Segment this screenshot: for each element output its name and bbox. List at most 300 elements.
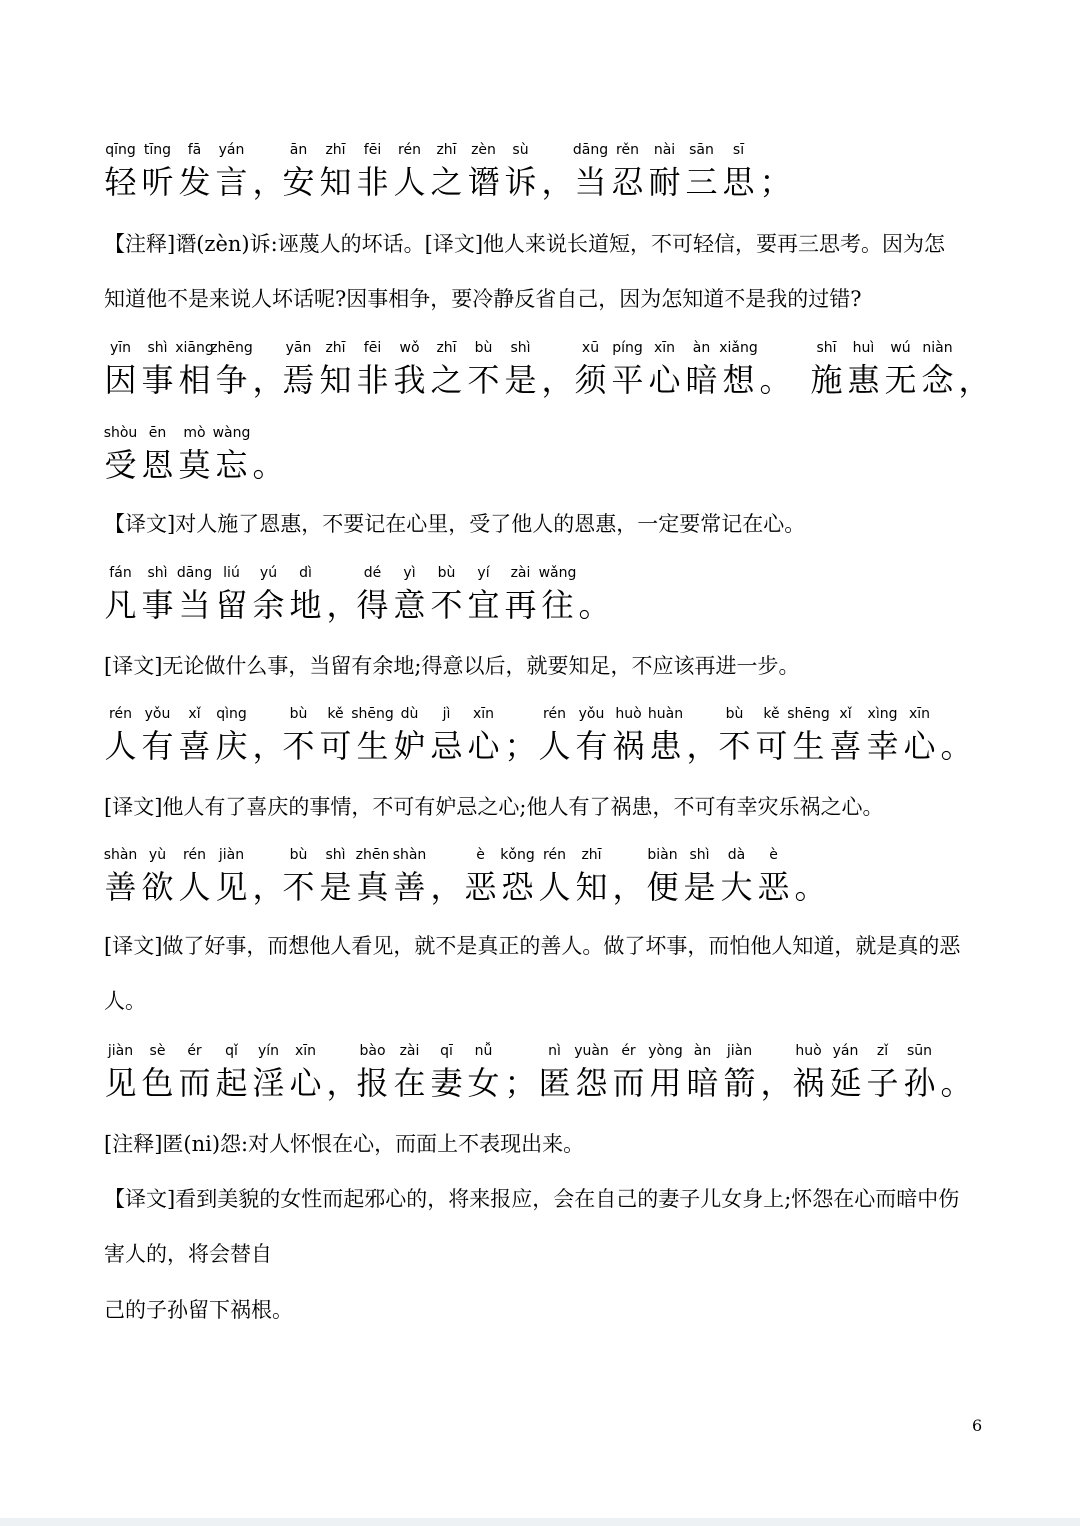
ruby-char [610,706,647,792]
ruby-char [210,340,253,426]
ruby-char [176,340,213,426]
pinyin: sù [512,142,529,158]
ruby-char [684,1043,721,1129]
hanzi: 。 [794,868,827,906]
ruby-char [317,706,354,792]
pinyin: zǐ [876,1043,889,1059]
hanzi: 是 [504,361,537,399]
hanzi: 庆 [215,727,248,765]
hanzi: 。 [940,1064,973,1102]
hanzi: 人 [178,868,211,906]
hanzi: ； [504,727,537,765]
verse-line [0,706,1080,792]
hanzi: 忘 [215,446,248,484]
hanzi: ， [252,361,285,399]
pinyin: kě [763,706,780,722]
note-line: 【译文]看到美貌的女性而起邪心的，将来报应，会在自己的妻子儿女身上;怀怨在心而暗中伤 [104,1187,960,1211]
ruby-char [683,142,720,228]
hanzi: 祸 [792,1064,825,1102]
pinyin: ér [621,1043,636,1059]
hanzi: 孙 [903,1064,936,1102]
verse-line [0,1043,1080,1129]
pinyin: yīn [109,340,132,356]
note-line: 知道他不是来说人坏话呢?因事相争，要冷静反省自己，因为怎知道不是我的过错? [104,287,862,311]
ruby-char [610,847,647,933]
note-line: 【注释]谮(zèn)诉:诬蔑人的坏话。[译文]他人来说长道短，不可轻信，要再三思考。因为怎 [104,232,946,256]
hanzi: 人 [538,727,571,765]
ruby-char [536,847,573,933]
hanzi: 而 [178,1064,211,1102]
hanzi: 善 [104,868,137,906]
pinyin: nǚ [474,1043,493,1059]
hanzi: 莫 [178,446,211,484]
bottom-strip [0,1518,1080,1526]
verse-segment [354,1043,539,1129]
verse-line [0,142,1080,228]
hanzi: 便 [646,868,679,906]
pinyin: zhēn [355,847,390,863]
ruby-char [647,1043,684,1129]
pinyin: yuàn [574,1043,609,1059]
ruby-char [139,706,176,792]
hanzi: 听 [141,163,174,201]
hanzi: 言 [215,163,248,201]
verse-segment [102,706,287,792]
ruby-char [280,142,317,228]
hanzi: 恶 [757,868,790,906]
hanzi: 不 [718,727,751,765]
pinyin: shì [147,340,168,356]
pinyin: fēi [363,142,382,158]
pinyin: jì [442,706,451,722]
verse-segment [280,706,539,792]
verse-segment [102,425,287,511]
pinyin: zhī [436,142,457,158]
pinyin: dāng [176,565,213,581]
hanzi: 忍 [611,163,644,201]
pinyin: yòng [648,1043,683,1059]
hanzi: 忌 [430,727,463,765]
hanzi: 得 [356,586,389,624]
verse-line [0,565,1080,651]
hanzi: ， [326,586,359,624]
ruby-char [787,706,830,792]
ruby-char [280,847,317,933]
page-number: 6 [972,1416,983,1435]
verse-segment [280,847,465,933]
pinyin: zhī [581,847,602,863]
ruby-char [287,1043,324,1129]
ruby-char [681,847,718,933]
note-line: 害人的，将会替自 [104,1242,272,1266]
note-line: [译文]他人有了喜庆的事情，不可有妒忌之心;他人有了祸患，不可有幸灾乐祸之心。 [104,795,884,819]
pinyin: shēng [351,706,394,722]
hanzi: ， [541,163,574,201]
ruby-char [428,565,465,651]
ruby-char [287,565,324,651]
hanzi: 三 [685,163,718,201]
pinyin: wàng [212,425,251,441]
pinyin: yán [218,142,245,158]
hanzi: 人 [104,727,137,765]
ruby-char [938,1043,975,1129]
note-line: [译文]做了好事，而想他人看见，就不是真正的善人。做了坏事，而怕他人知道，就是真的恶 [104,934,961,958]
ruby-char [139,425,176,511]
ruby-char [572,340,609,426]
pinyin: rén [398,142,421,158]
pinyin: yù [148,847,167,863]
hanzi: 。 [578,586,611,624]
pinyin: bù [725,706,744,722]
pinyin: fā [187,142,202,158]
ruby-char [792,847,829,933]
hanzi: 知 [575,868,608,906]
pinyin: fēi [363,340,382,356]
pinyin: dà [727,847,746,863]
pinyin: qī [440,1043,453,1059]
ruby-char [646,340,683,426]
hanzi: ， [760,1064,793,1102]
pinyin: wú [890,340,911,356]
verse-segment [102,142,287,228]
verse-segment [536,706,721,792]
ruby-char [176,706,213,792]
pinyin: bù [289,706,308,722]
ruby-char [901,706,938,792]
verse-segment [280,340,576,426]
hanzi: ， [612,868,645,906]
hanzi: 妻 [430,1064,463,1102]
ruby-char [102,425,139,511]
hanzi: 见 [215,868,248,906]
ruby-char [609,142,646,228]
pinyin: rén [183,847,206,863]
hanzi: 延 [829,1064,862,1102]
hanzi: 凡 [104,586,137,624]
ruby-char [102,706,139,792]
hanzi: 可 [755,727,788,765]
hanzi: 诉 [504,163,537,201]
hanzi: 见 [104,1064,137,1102]
hanzi: 耐 [648,163,681,201]
verse-segment [572,340,794,426]
ruby-char [576,565,613,651]
hanzi: 事 [141,361,174,399]
ruby-char [317,142,354,228]
ruby-char [539,565,576,651]
ruby-char [644,847,681,933]
ruby-char [139,565,176,651]
hanzi: ， [541,361,574,399]
hanzi: 再 [504,586,537,624]
ruby-char [465,706,502,792]
pinyin: zèn [471,142,496,158]
verse-segment [716,706,975,792]
hanzi: 起 [215,1064,248,1102]
hanzi: 想 [722,361,755,399]
ruby-char [391,340,428,426]
ruby-char [213,565,250,651]
ruby-char [536,706,573,792]
pinyin: zài [510,565,531,581]
pinyin: zhī [325,142,346,158]
pinyin: rén [543,847,566,863]
ruby-char [391,1043,428,1129]
hanzi: 幸 [866,727,899,765]
ruby-char [919,340,956,426]
hanzi: 患 [649,727,682,765]
pinyin: zhī [325,340,346,356]
ruby-char [213,847,250,933]
ruby-char [465,1043,502,1129]
hanzi: 思 [722,163,755,201]
ruby-char [573,847,610,933]
hanzi: 妒 [393,727,426,765]
hanzi: 心 [467,727,500,765]
ruby-char [176,1043,213,1129]
ruby-char [502,1043,539,1129]
hanzi: ， [252,727,285,765]
pinyin: fán [109,565,132,581]
hanzi: 不 [430,586,463,624]
ruby-char [502,565,539,651]
hanzi: 事 [141,586,174,624]
hanzi: ， [430,868,463,906]
ruby-char [354,847,391,933]
ruby-char [139,1043,176,1129]
ruby-char [102,565,139,651]
pinyin: è [769,847,778,863]
pinyin: xīn [294,1043,317,1059]
hanzi: 非 [356,361,389,399]
hanzi: 生 [792,727,825,765]
hanzi: 心 [289,1064,322,1102]
hanzi: 生 [356,727,389,765]
pinyin: shàn [392,847,427,863]
hanzi: 轻 [104,163,137,201]
hanzi: 有 [141,727,174,765]
hanzi: 心 [648,361,681,399]
ruby-char [317,847,354,933]
pinyin: rěn [616,142,639,158]
ruby-char [573,1043,610,1129]
ruby-char [213,425,250,511]
hanzi: 可 [319,727,352,765]
hanzi: 祸 [612,727,645,765]
ruby-char [102,1043,139,1129]
hanzi: 不 [282,727,315,765]
ruby-char [102,847,139,933]
hanzi: 我 [393,361,426,399]
pinyin: nài [653,142,676,158]
hanzi: 焉 [282,361,315,399]
ruby-char [864,1043,901,1129]
hanzi: 因 [104,361,137,399]
note-line: 己的子孙留下祸根。 [104,1298,293,1322]
pinyin: zài [399,1043,420,1059]
pinyin: zhēng [210,340,253,356]
pinyin: rén [543,706,566,722]
hanzi: 余 [252,586,285,624]
pinyin: yì [403,565,416,581]
hanzi: 喜 [178,727,211,765]
hanzi: ， [958,361,991,399]
verse-segment [102,847,287,933]
hanzi: ， [252,163,285,201]
ruby-char [213,706,250,792]
pinyin: liú [223,565,240,581]
hanzi: 发 [178,163,211,201]
ruby-char [499,847,536,933]
pinyin: nì [548,1043,561,1059]
hanzi: 非 [356,163,389,201]
ruby-char [502,340,539,426]
note-line: [译文]无论做什么事，当留有余地;得意以后，就要知足，不应该再进一步。 [104,654,800,678]
hanzi: 恶 [464,868,497,906]
ruby-char [351,706,394,792]
hanzi: 争 [215,361,248,399]
pinyin: ān [289,142,308,158]
ruby-char [827,706,864,792]
verse-segment [808,340,993,426]
pinyin: shì [510,340,531,356]
ruby-char [250,1043,287,1129]
hanzi: 怨 [575,1064,608,1102]
pinyin: xǐ [188,706,201,722]
ruby-char [572,142,609,228]
hanzi: 恐 [501,868,534,906]
ruby-char [391,142,428,228]
ruby-char [683,340,720,426]
ruby-char [901,1043,938,1129]
pinyin: yǒu [144,706,171,722]
hanzi: 无 [884,361,917,399]
ruby-char [428,1043,465,1129]
hanzi: 知 [319,163,352,201]
pinyin: yǒu [578,706,605,722]
ruby-char [647,706,684,792]
hanzi: 不 [467,361,500,399]
pinyin: xiāng [175,340,214,356]
hanzi: ， [686,727,719,765]
ruby-char [716,706,753,792]
ruby-char [317,340,354,426]
pinyin: bù [289,847,308,863]
ruby-char [864,706,901,792]
pinyin: wǒ [399,340,420,356]
hanzi: 真 [356,868,389,906]
pinyin: shòu [103,425,138,441]
hanzi: 惠 [847,361,880,399]
ruby-char [139,340,176,426]
pinyin: yín [257,1043,280,1059]
hanzi: 。 [252,446,285,484]
hanzi: ； [504,1064,537,1102]
ruby-char [720,142,757,228]
pinyin: bù [437,565,456,581]
hanzi: 是 [319,868,352,906]
ruby-char [176,847,213,933]
ruby-char [753,706,790,792]
pinyin: niàn [922,340,953,356]
hanzi: 平 [611,361,644,399]
verse-line [0,425,1080,511]
ruby-char [391,847,428,933]
ruby-char [391,706,428,792]
ruby-char [428,340,465,426]
ruby-char [502,142,539,228]
ruby-char [139,142,176,228]
ruby-char [354,1043,391,1129]
ruby-char [845,340,882,426]
hanzi: ； [759,163,792,201]
pinyin: dāng [572,142,609,158]
hanzi: 之 [430,163,463,201]
ruby-char [465,340,502,426]
hanzi: 是 [683,868,716,906]
pinyin: xìng [867,706,898,722]
hanzi: 恩 [141,446,174,484]
pinyin: àn [693,1043,712,1059]
ruby-char [428,847,465,933]
hanzi: 大 [720,868,753,906]
ruby-char [757,142,794,228]
hanzi: 在 [393,1064,426,1102]
hanzi: 善 [393,868,426,906]
hanzi: 。 [940,727,973,765]
pinyin: mò [183,425,206,441]
pinyin: xīn [472,706,495,722]
verse-segment [462,847,647,933]
pinyin: xiǎng [719,340,758,356]
pinyin: huì [852,340,875,356]
ruby-char [391,565,428,651]
hanzi: 女 [467,1064,500,1102]
hanzi: ， [326,1064,359,1102]
hanzi: 喜 [829,727,862,765]
pinyin: sī [732,142,745,158]
ruby-char [609,340,646,426]
pinyin: shī [816,340,837,356]
verse-segment [572,142,794,228]
pinyin: huò [615,706,642,722]
hanzi: 报 [356,1064,389,1102]
hanzi: 。 [759,361,792,399]
verse-segment [280,142,576,228]
pinyin: sān [689,142,714,158]
pinyin: qīng [105,142,136,158]
ruby-char [280,340,317,426]
ruby-char [250,425,287,511]
ruby-char [882,340,919,426]
ruby-char [462,847,499,933]
ruby-char [610,1043,647,1129]
ruby-char [956,340,993,426]
ruby-char [354,340,391,426]
pinyin: jiàn [218,847,245,863]
pinyin: è [476,847,485,863]
hanzi: 施 [810,361,843,399]
hanzi: 有 [575,727,608,765]
pinyin: tīng [143,142,172,158]
pinyin: xīn [653,340,676,356]
hanzi: 当 [178,586,211,624]
note-line: 人。 [104,989,146,1013]
pinyin: yān [285,340,312,356]
ruby-char [428,706,465,792]
ruby-char [213,142,250,228]
verse-segment [102,1043,361,1129]
